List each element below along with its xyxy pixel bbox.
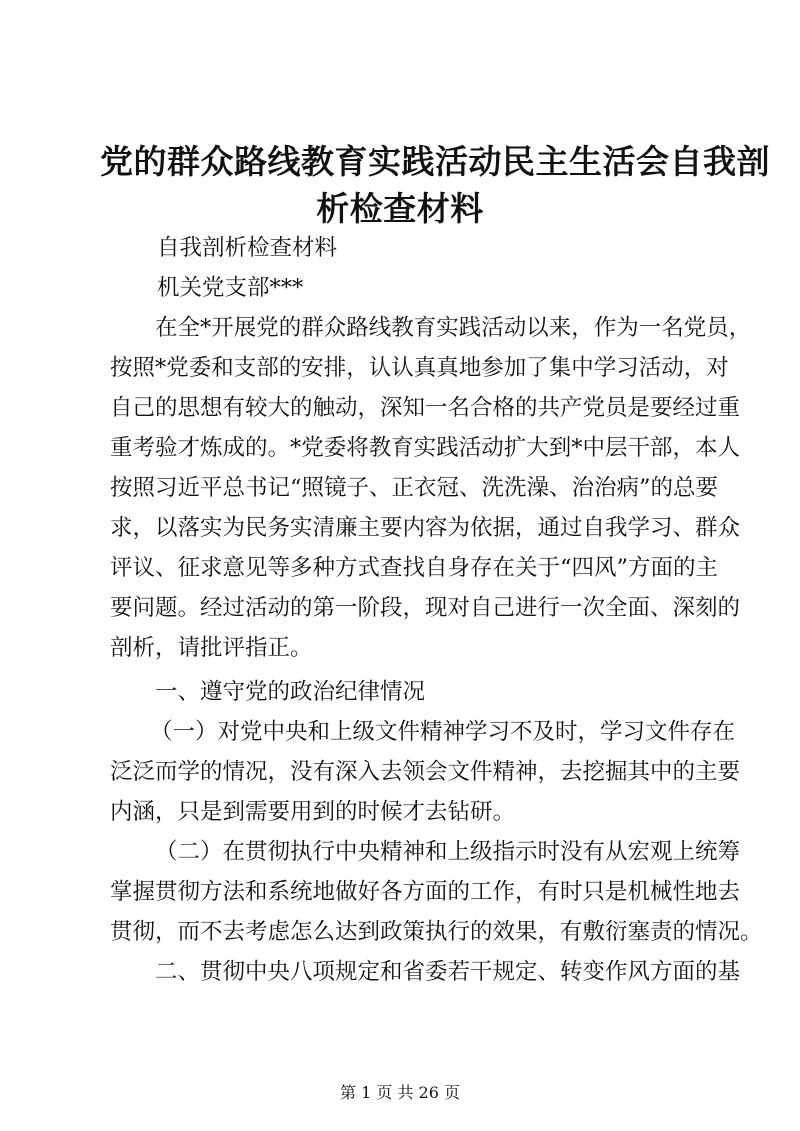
document-title-line-2: 析检查材料	[316, 189, 484, 228]
paragraph-line: 剖析，请批评指正。	[110, 635, 313, 661]
paragraph-line: 内涵，只是到需要用到的时候才去钻研。	[110, 799, 516, 825]
paragraph-line: 自己的思想有较大的触动，深知一名合格的共产党员是要经过重	[110, 395, 741, 421]
paragraph-line: 泛泛而学的情况，没有深入去领会文件精神，去挖掘其中的主要	[110, 759, 741, 785]
paragraph-line: 求，以落实为民务实清廉主要内容为依据，通过自我学习、群众	[110, 515, 741, 541]
paragraph-line: 在全*开展党的群众路线教育实践活动以来，作为一名党员，	[155, 315, 752, 341]
paragraph-line: 贯彻，而不去考虑怎么达到政策执行的效果，有敷衍塞责的情况。	[110, 919, 763, 945]
paragraph-line: 按照习近平总书记“照镜子、正衣冠、洗洗澡、治治病”的总要	[110, 475, 719, 501]
doc-subtitle: 自我剖析检查材料	[157, 235, 338, 261]
page-number-footer: 第 1 页 共 26 页	[340, 1083, 460, 1102]
paragraph-line: 按照*党委和支部的安排，认认真真地参加了集中学习活动，对	[110, 355, 729, 381]
paragraph-line: （二）在贯彻执行中央精神和上级指示时没有从宏观上统筹	[155, 839, 741, 865]
section-heading-1: 一、遵守党的政治纪律情况	[155, 679, 426, 705]
section-heading-2: 二、贯彻中央八项规定和省委若干规定、转变作风方面的基	[155, 959, 741, 985]
paragraph-line: 掌握贯彻方法和系统地做好各方面的工作，有时只是机械性地去	[110, 879, 741, 905]
paragraph-line: 评议、征求意见等多种方式查找自身存在关于“四风”方面的主	[110, 555, 719, 581]
paragraph-line: 要问题。经过活动的第一阶段，现对自己进行一次全面、深刻的	[110, 595, 741, 621]
doc-author: 机关党支部***	[157, 275, 304, 301]
paragraph-line: （一）对党中央和上级文件精神学习不及时，学习文件存在	[150, 719, 736, 745]
document-title-line-1: 党的群众路线教育实践活动民主生活会自我剖	[100, 142, 770, 181]
paragraph-line: 重考验才炼成的。*党委将教育实践活动扩大到*中层干部，本人	[110, 435, 741, 461]
